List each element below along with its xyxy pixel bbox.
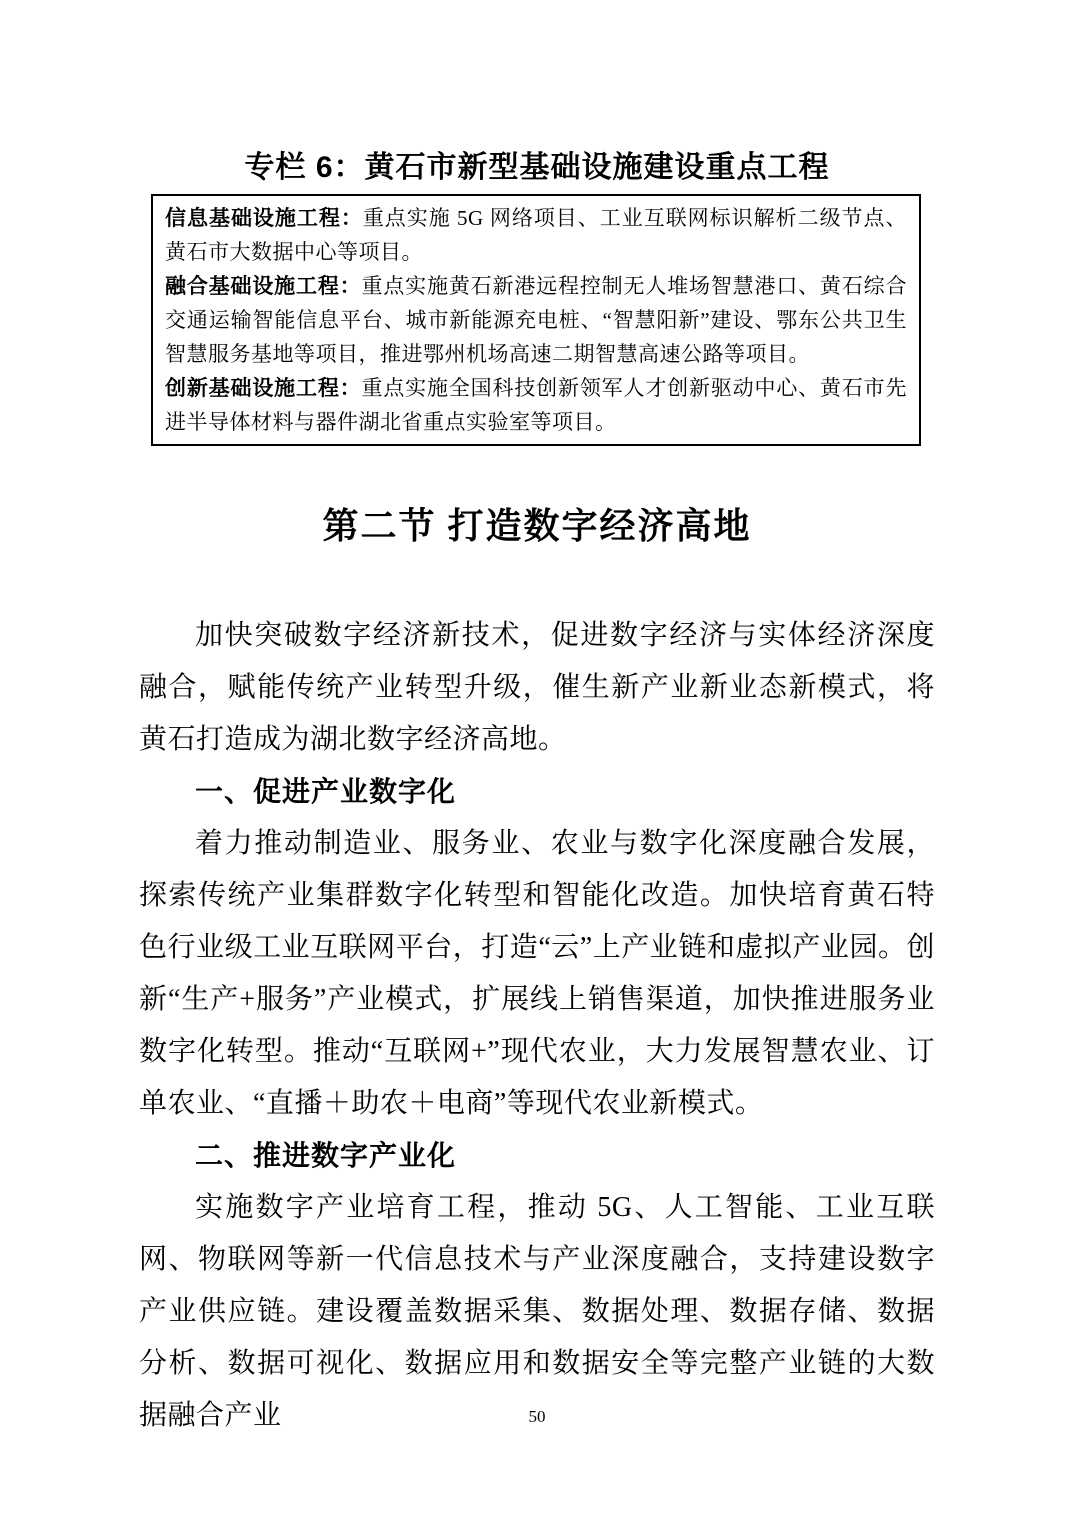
page-content	[139, 148, 935, 1442]
section-heading: 第二节 打造数字经济高地	[322, 506, 752, 546]
callout-item-info	[165, 201, 907, 269]
callout-item-innovation	[165, 371, 907, 439]
callout-item-label: 信息基础设施工程：	[165, 206, 363, 230]
callout-item-fusion	[165, 269, 907, 371]
page-number: 50	[528, 1407, 546, 1426]
subsection-heading-2: 二、推进数字产业化	[195, 1140, 457, 1171]
intro-paragraph: 加快突破数字经济新技术，促进数字经济与实体经济深度融合，赋能传统产业转型升级，催生新产业新业态新模式，将黄石打造成为湖北数字经济高地。	[139, 620, 935, 755]
subsection-body-2: 实施数字产业培育工程，推动 5G、人工智能、工业互联网、物联网等新一代信息技术与产业深度融合，支持建设数字产业供应链。建设覆盖数据采集、数据处理、数据存储、数据分析、数据可视化、数据应用和数据安全等完整产业链的大数据融合产业	[139, 1192, 935, 1431]
callout-item-label: 融合基础设施工程：	[165, 274, 362, 298]
callout-box-title: 专栏 6：黄石市新型基础设施建设重点工程	[244, 151, 830, 184]
subsection-heading-1: 一、促进产业数字化	[195, 776, 457, 807]
callout-item-text: 重点实施全国科技创新领军人才创新驱动中心、黄石市先进半导体材料与器件湖北省重点实验室等项目。	[165, 376, 907, 434]
callout-item-label: 创新基础设施工程：	[165, 376, 362, 400]
subsection-body-1: 着力推动制造业、服务业、农业与数字化深度融合发展，探索传统产业集群数字化转型和智能化改造。加快培育黄石特色行业级工业互联网平台，打造“云”上产业链和虚拟产业园。创新“生产+服务”产业模式，扩展线上销售渠道，加快推进服务业数字化转型。推动“互联网+”现代农业，大力发展智慧农业、订单农业、“直播＋助农＋电商”等现代农业新模式。	[139, 828, 935, 1119]
callout-item-text: 重点实施 5G 网络项目、工业互联网标识解析二级节点、黄石市大数据中心等项目。	[165, 206, 908, 264]
callout-item-text: 重点实施黄石新港远程控制无人堆场智慧港口、黄石综合交通运输智能信息平台、城市新能源充电桩、“智慧阳新”建设、鄂东公共卫生智慧服务基地等项目，推进鄂州机场高速二期智慧高速公路等项目。	[165, 274, 907, 366]
callout-box	[151, 194, 921, 446]
